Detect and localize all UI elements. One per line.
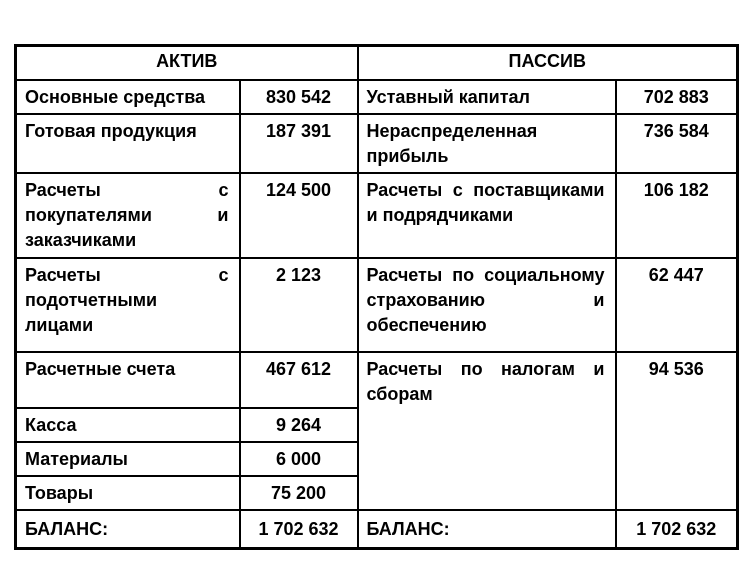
passiv-header-cell: ПАССИВ (358, 46, 738, 80)
aktiv-value-cell: 187 391 (240, 114, 358, 173)
passiv-value-cell: 106 182 (616, 173, 738, 258)
passiv-name-cell: Расчеты с поставщиками и подрядчиками (358, 173, 616, 258)
aktiv-value-cell: 75 200 (240, 476, 358, 510)
aktiv-value-cell: 830 542 (240, 80, 358, 114)
passiv-value-cell: 62 447 (616, 258, 738, 352)
aktiv-value-cell: 2 123 (240, 258, 358, 352)
aktiv-value-cell: 9 264 (240, 408, 358, 442)
passiv-balance-label-cell: БАЛАНС: (358, 510, 616, 548)
aktiv-name-cell: Расчеты с подотчетными лицами (16, 258, 240, 352)
aktiv-name-cell: Основные средства (16, 80, 240, 114)
passiv-name-cell: Расчеты по налогам и сборам (358, 352, 616, 511)
aktiv-balance-value-cell: 1 702 632 (240, 510, 358, 548)
table-row (16, 114, 738, 173)
aktiv-balance-label-cell: БАЛАНС: (16, 510, 240, 548)
table-row (16, 80, 738, 114)
aktiv-name-cell: Расчеты с покупателями и заказчиками (16, 173, 240, 258)
aktiv-value-cell: 467 612 (240, 352, 358, 408)
passiv-value-cell: 702 883 (616, 80, 738, 114)
aktiv-name-cell: Касса (16, 408, 240, 442)
passiv-name-cell: Уставный капитал (358, 80, 616, 114)
aktiv-value-cell: 124 500 (240, 173, 358, 258)
aktiv-name-cell: Материалы (16, 442, 240, 476)
passiv-name-cell: Нераспределенная прибыль (358, 114, 616, 173)
passiv-balance-value-cell: 1 702 632 (616, 510, 738, 548)
header-row (16, 46, 738, 80)
aktiv-name-cell: Готовая продукция (16, 114, 240, 173)
aktiv-value-cell: 6 000 (240, 442, 358, 476)
aktiv-name-cell: Товары (16, 476, 240, 510)
table-row (16, 352, 738, 408)
passiv-value-cell: 736 584 (616, 114, 738, 173)
passiv-name-cell: Расчеты по социальному страхованию и обеспечению (358, 258, 616, 352)
aktiv-header-cell: АКТИВ (16, 46, 358, 80)
balance-table (14, 44, 739, 550)
passiv-value-cell: 94 536 (616, 352, 738, 511)
balance-row (16, 510, 738, 548)
table-row (16, 258, 738, 352)
table-row (16, 173, 738, 258)
aktiv-name-cell: Расчетные счета (16, 352, 240, 408)
